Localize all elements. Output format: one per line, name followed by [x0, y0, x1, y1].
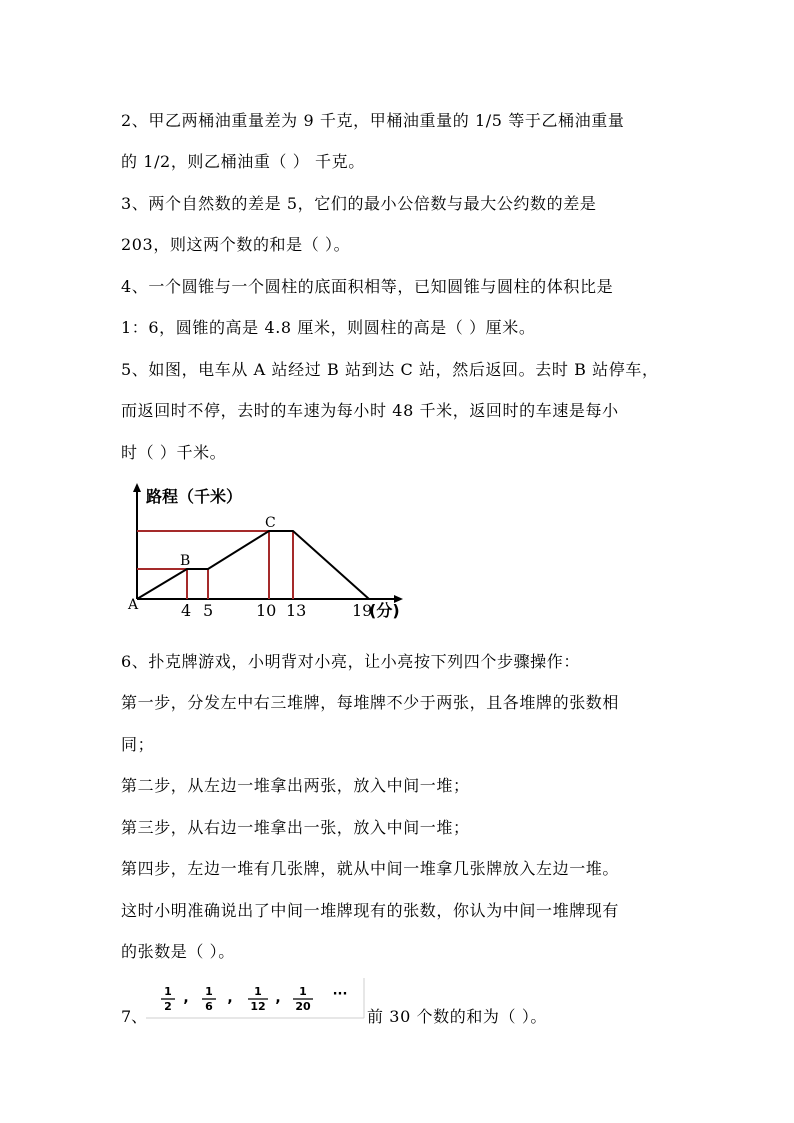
q6-line-6: 第四步，左边一堆有几张牌，就从中间一堆拿几张牌放入左边一堆。	[121, 859, 620, 878]
tick-10: 10	[256, 601, 277, 620]
q5-line-3: 时（ ）千米。	[121, 443, 227, 462]
separator-1: ,	[183, 990, 189, 1006]
q4-line-2: 1：6，圆锥的高是 4.8 厘米，则圆柱的高是（ ）厘米。	[121, 318, 536, 337]
fraction-4-numerator: 1	[299, 985, 307, 998]
fraction-3-denominator: 12	[250, 1000, 266, 1013]
tick-4: 4	[181, 601, 192, 620]
route-line	[137, 531, 369, 599]
fraction-2-numerator: 1	[205, 985, 213, 998]
fraction-4-denominator: 20	[295, 1000, 311, 1013]
x-axis-unit: (分)	[369, 601, 400, 620]
fraction-1-numerator: 1	[164, 985, 172, 998]
point-b-label: B	[180, 553, 191, 569]
q3-line-1: 3、两个自然数的差是 5，它们的最小公倍数与最大公约数的差是	[121, 194, 597, 213]
q6-line-5: 第三步，从右边一堆拿出一张，放入中间一堆；	[121, 818, 470, 837]
y-axis-label: 路程（千米）	[146, 487, 243, 506]
q7-tail: 前 30 个数的和为（ ）。	[367, 1007, 548, 1026]
q3-line-2: 203，则这两个数的和是（ ）。	[121, 235, 351, 254]
fraction-2-denominator: 6	[205, 1000, 213, 1013]
q7-number: 7、	[121, 1007, 148, 1026]
q6-line-3: 同；	[121, 735, 155, 754]
tick-13: 13	[286, 601, 307, 620]
q4-line-1: 4、一个圆锥与一个圆柱的底面积相等，已知圆锥与圆柱的体积比是	[121, 277, 614, 296]
fraction-1-denominator: 2	[164, 1000, 172, 1013]
point-a-label: A	[128, 597, 139, 613]
separator-3: ,	[275, 990, 281, 1006]
q6-line-2: 第一步，分发左中右三堆牌，每堆牌不少于两张，且各堆牌的张数相	[121, 693, 620, 712]
separator-2: ,	[227, 990, 233, 1006]
q5-line-2: 而返回时不停，去时的车速为每小时 48 千米，返回时的车速是每小	[121, 401, 619, 420]
q6-line-4: 第二步，从左边一堆拿出两张，放入中间一堆；	[121, 776, 470, 795]
q6-line-1: 6、扑克牌游戏，小明背对小亮，让小亮按下列四个步骤操作：	[121, 652, 580, 671]
tick-19: 19	[352, 601, 373, 620]
fraction-sequence	[146, 978, 366, 1020]
q2-line-1: 2、甲乙两桶油重量差为 9 千克，甲桶油重量的 1/5 等于乙桶油重量	[121, 111, 625, 130]
q5-line-1: 5、如图，电车从 A 站经过 B 站到达 C 站，然后返回。去时 B 站停车，	[121, 360, 659, 379]
point-c-label: C	[265, 515, 276, 531]
distance-time-graph	[126, 480, 426, 625]
tick-5: 5	[203, 601, 214, 620]
ellipsis: ···	[332, 987, 348, 1002]
q6-line-8: 的张数是（ ）。	[121, 942, 235, 961]
q2-line-2: 的 1/2，则乙桶油重（ ） 千克。	[121, 152, 365, 171]
y-axis-arrow	[133, 483, 141, 492]
q6-line-7: 这时小明准确说出了中间一堆牌现有的张数，你认为中间一堆牌现有	[121, 901, 620, 920]
fraction-3-numerator: 1	[254, 985, 262, 998]
